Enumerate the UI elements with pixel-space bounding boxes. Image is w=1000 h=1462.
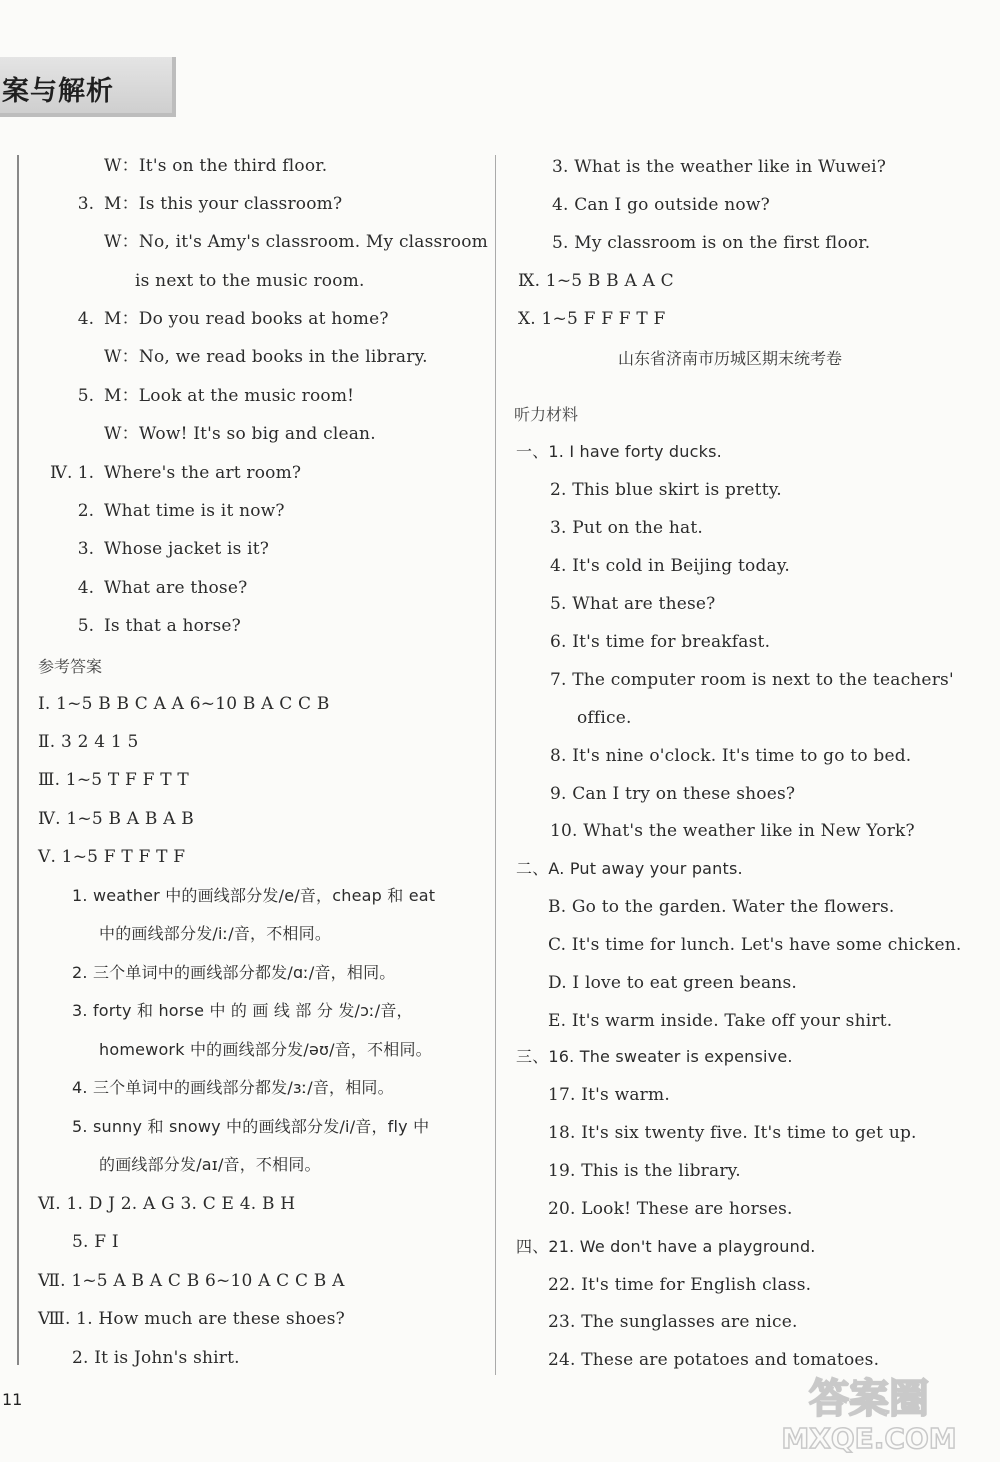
page-number: 11 xyxy=(2,1390,23,1409)
answer-line: Ⅰ. 1~5 B B C A A 6~10 B A C C B xyxy=(38,694,330,714)
listening-item: 三、16. The sweater is expensive. xyxy=(516,1047,793,1066)
listening-line: Is that a horse? xyxy=(104,616,241,636)
listening-line: W：No, it's Amy's classroom. My classroom xyxy=(104,232,489,252)
answer-line: Ⅳ. 1~5 B A B A B xyxy=(38,809,194,829)
right-line: 3. What is the weather like in Wuwei? xyxy=(552,157,887,177)
listening-item: 二、A. Put away your pants. xyxy=(516,859,743,878)
listening-item: 23. The sunglasses are nice. xyxy=(548,1312,798,1332)
listening-item: 7. The computer room is next to the teachers' xyxy=(550,670,954,690)
answer-line: 3. forty 和 horse 中 的 画 线 部 分 发/ɔː/音， xyxy=(72,1001,413,1020)
answer-line: 2. 三个单词中的画线部分都发/ɑː/音，相同。 xyxy=(72,963,396,982)
listening-line: M：Is this your classroom? xyxy=(104,194,343,214)
item-number: Ⅳ. 1. xyxy=(49,463,94,483)
answer-line: 的画线部分发/aɪ/音，不相同。 xyxy=(99,1155,321,1174)
right-line: Ⅸ. 1~5 B B A A C xyxy=(518,271,674,291)
answer-line: 5. sunny 和 snowy 中的画线部分发/i/音，fly 中 xyxy=(72,1117,430,1136)
answer-line: 5. F I xyxy=(72,1232,119,1252)
listening-item: 5. What are these? xyxy=(550,594,716,614)
listening-line: What time is it now? xyxy=(104,501,285,521)
item-number: 2. xyxy=(77,501,94,521)
listening-item: 24. These are potatoes and tomatoes. xyxy=(548,1350,880,1370)
listening-line: W：Wow! It's so big and clean. xyxy=(104,424,376,444)
answer-line: homework 中的画线部分发/əʊ/音，不相同。 xyxy=(99,1040,432,1059)
left-margin-rule xyxy=(17,155,19,1365)
listening-item: 18. It's six twenty five. It's time to get up. xyxy=(548,1123,917,1143)
listening-line: Where's the art room? xyxy=(104,463,302,483)
answer-line: 4. 三个单词中的画线部分都发/ɜː/音，相同。 xyxy=(72,1078,394,1097)
header-tab xyxy=(0,57,176,117)
listening-item: 17. It's warm. xyxy=(548,1085,670,1105)
answer-line: Ⅲ. 1~5 T F F T T xyxy=(38,770,189,790)
item-number: 3. xyxy=(77,194,94,214)
header-title: 案与解析 xyxy=(2,76,114,107)
listening-line: is next to the music room. xyxy=(135,271,365,291)
listening-line: Whose jacket is it? xyxy=(104,539,270,559)
item-number: 4. xyxy=(77,578,94,598)
listening-item: 8. It's nine o'clock. It's time to go to bed. xyxy=(550,746,912,766)
answer-line: Ⅷ. 1. How much are these shoes? xyxy=(38,1309,345,1329)
right-line: 5. My classroom is on the first floor. xyxy=(552,233,871,253)
listening-item: 4. It's cold in Beijing today. xyxy=(550,556,791,576)
listening-item: 20. Look! These are horses. xyxy=(548,1199,793,1219)
item-number: 5. xyxy=(77,386,94,406)
listening-item: C. It's time for lunch. Let's have some chicken. xyxy=(548,935,962,955)
listening-line: W：It's on the third floor. xyxy=(104,156,328,176)
listening-item: 19. This is the library. xyxy=(548,1161,741,1181)
exam-title: 山东省济南市历城区期末统考卷 xyxy=(617,349,842,368)
listening-item: office. xyxy=(577,708,632,728)
right-line: 4. Can I go outside now? xyxy=(552,195,770,215)
listening-item: B. Go to the garden. Water the flowers. xyxy=(548,897,895,917)
listening-item: E. It's warm inside. Take off your shirt. xyxy=(548,1011,893,1031)
answer-line: 中的画线部分发/iː/音，不相同。 xyxy=(99,924,332,943)
item-number: 5. xyxy=(77,616,94,636)
listening-item: D. I love to eat green beans. xyxy=(548,973,798,993)
answer-line: 1. weather 中的画线部分发/e/音，cheap 和 eat xyxy=(72,886,436,905)
listening-line: W：No, we read books in the library. xyxy=(104,347,428,367)
section-title-answers: 参考答案 xyxy=(38,657,103,676)
listening-item: 6. It's time for breakfast. xyxy=(550,632,771,652)
item-number: 4. xyxy=(77,309,94,329)
answer-line: Ⅶ. 1~5 A B A C B 6~10 A C C B A xyxy=(38,1271,345,1291)
listening-item: 10. What's the weather like in New York? xyxy=(550,821,915,841)
listening-line: M：Do you read books at home? xyxy=(104,309,389,329)
right-line: Ⅹ. 1~5 F F F T F xyxy=(518,309,666,329)
section-title-listening: 听力材料 xyxy=(514,405,579,424)
item-number: 3. xyxy=(77,539,94,559)
answer-line: 2. It is John's shirt. xyxy=(72,1348,240,1368)
listening-item: 四、21. We don't have a playground. xyxy=(516,1237,816,1256)
svg-text:答案圈: 答案圈 xyxy=(809,1376,929,1422)
answer-line: Ⅵ. 1. D J 2. A G 3. C E 4. B H xyxy=(38,1194,296,1214)
listening-line: What are those? xyxy=(104,578,248,598)
watermark-logo xyxy=(754,1368,984,1454)
column-divider xyxy=(495,155,496,1375)
listening-item: 3. Put on the hat. xyxy=(550,518,703,538)
listening-item: 9. Can I try on these shoes? xyxy=(550,784,796,804)
listening-item: 2. This blue skirt is pretty. xyxy=(550,480,782,500)
listening-line: M：Look at the music room! xyxy=(104,386,355,406)
listening-item: 22. It's time for English class. xyxy=(548,1275,812,1295)
svg-text:MXQE.COM: MXQE.COM xyxy=(781,1422,957,1454)
listening-item: 一、1. I have forty ducks. xyxy=(516,442,722,461)
answer-line: Ⅴ. 1~5 F T F T F xyxy=(38,847,186,867)
answer-line: Ⅱ. 3 2 4 1 5 xyxy=(38,732,139,752)
